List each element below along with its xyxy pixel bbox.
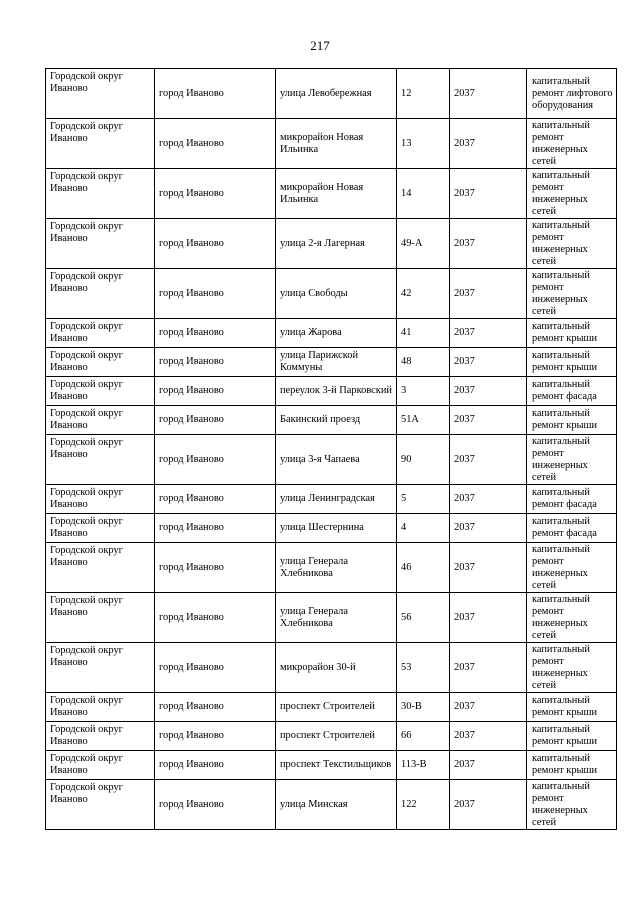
house-number-cell: 90 — [397, 435, 450, 485]
work-type-cell: капитальный ремонт инженерных сетей — [527, 269, 617, 319]
work-type-cell: капитальный ремонт инженерных сетей — [527, 543, 617, 593]
work-type-cell: капитальный ремонт лифтового оборудования — [527, 69, 617, 119]
house-number-cell: 113-В — [397, 751, 450, 780]
street-cell: улица Парижской Коммуны — [276, 348, 397, 377]
municipality-cell: Городской округ Иваново — [46, 751, 155, 780]
municipality-cell: Городской округ Иваново — [46, 169, 155, 219]
municipality-cell: Городской округ Иваново — [46, 348, 155, 377]
street-cell: улица Генерала Хлебникова — [276, 543, 397, 593]
settlement-cell: город Иваново — [155, 514, 276, 543]
year-cell: 2037 — [450, 169, 527, 219]
settlement-cell: город Иваново — [155, 722, 276, 751]
year-cell: 2037 — [450, 485, 527, 514]
street-cell: переулок 3-й Парковский — [276, 377, 397, 406]
repair-schedule-table — [45, 68, 617, 830]
work-type-cell: капитальный ремонт фасада — [527, 377, 617, 406]
work-type-cell: капитальный ремонт инженерных сетей — [527, 169, 617, 219]
street-cell: улица Ленинградская — [276, 485, 397, 514]
settlement-cell: город Иваново — [155, 219, 276, 269]
street-cell: улица Свободы — [276, 269, 397, 319]
house-number-cell: 13 — [397, 119, 450, 169]
year-cell: 2037 — [450, 780, 527, 830]
year-cell: 2037 — [450, 543, 527, 593]
street-cell: улица Жарова — [276, 319, 397, 348]
street-cell: микрорайон Новая Ильинка — [276, 169, 397, 219]
house-number-cell: 48 — [397, 348, 450, 377]
settlement-cell: город Иваново — [155, 643, 276, 693]
settlement-cell: город Иваново — [155, 269, 276, 319]
work-type-cell: капитальный ремонт фасада — [527, 485, 617, 514]
year-cell: 2037 — [450, 722, 527, 751]
table-row — [46, 219, 617, 269]
year-cell: 2037 — [450, 119, 527, 169]
street-cell: улица Шестернина — [276, 514, 397, 543]
house-number-cell: 4 — [397, 514, 450, 543]
street-cell: улица Генерала Хлебникова — [276, 593, 397, 643]
work-type-cell: капитальный ремонт крыши — [527, 406, 617, 435]
table-row — [46, 780, 617, 830]
settlement-cell: город Иваново — [155, 751, 276, 780]
street-cell: улица 3-я Чапаева — [276, 435, 397, 485]
street-cell: улица Левобережная — [276, 69, 397, 119]
street-cell: Бакинский проезд — [276, 406, 397, 435]
settlement-cell: город Иваново — [155, 693, 276, 722]
street-cell: улица 2-я Лагерная — [276, 219, 397, 269]
table-row — [46, 348, 617, 377]
table-row — [46, 751, 617, 780]
street-cell: проспект Строителей — [276, 693, 397, 722]
year-cell: 2037 — [450, 593, 527, 643]
settlement-cell: город Иваново — [155, 780, 276, 830]
year-cell: 2037 — [450, 269, 527, 319]
settlement-cell: город Иваново — [155, 169, 276, 219]
table-row — [46, 69, 617, 119]
work-type-cell: капитальный ремонт крыши — [527, 722, 617, 751]
municipality-cell: Городской округ Иваново — [46, 543, 155, 593]
municipality-cell: Городской округ Иваново — [46, 219, 155, 269]
street-cell: улица Минская — [276, 780, 397, 830]
house-number-cell: 30-В — [397, 693, 450, 722]
table-row — [46, 269, 617, 319]
municipality-cell: Городской округ Иваново — [46, 514, 155, 543]
settlement-cell: город Иваново — [155, 119, 276, 169]
year-cell: 2037 — [450, 514, 527, 543]
settlement-cell: город Иваново — [155, 319, 276, 348]
work-type-cell: капитальный ремонт инженерных сетей — [527, 593, 617, 643]
table-row — [46, 406, 617, 435]
municipality-cell: Городской округ Иваново — [46, 593, 155, 643]
municipality-cell: Городской округ Иваново — [46, 319, 155, 348]
street-cell: проспект Текстильщиков — [276, 751, 397, 780]
work-type-cell: капитальный ремонт фасада — [527, 514, 617, 543]
work-type-cell: капитальный ремонт инженерных сетей — [527, 780, 617, 830]
year-cell: 2037 — [450, 69, 527, 119]
table-row — [46, 485, 617, 514]
work-type-cell: капитальный ремонт инженерных сетей — [527, 435, 617, 485]
settlement-cell: город Иваново — [155, 485, 276, 514]
settlement-cell: город Иваново — [155, 69, 276, 119]
settlement-cell: город Иваново — [155, 406, 276, 435]
house-number-cell: 49-А — [397, 219, 450, 269]
house-number-cell: 5 — [397, 485, 450, 514]
house-number-cell: 41 — [397, 319, 450, 348]
year-cell: 2037 — [450, 435, 527, 485]
year-cell: 2037 — [450, 219, 527, 269]
year-cell: 2037 — [450, 406, 527, 435]
house-number-cell: 51А — [397, 406, 450, 435]
work-type-cell: капитальный ремонт инженерных сетей — [527, 219, 617, 269]
house-number-cell: 14 — [397, 169, 450, 219]
table-row — [46, 593, 617, 643]
table-body — [46, 69, 617, 830]
municipality-cell: Городской округ Иваново — [46, 119, 155, 169]
municipality-cell: Городской округ Иваново — [46, 780, 155, 830]
table-row — [46, 169, 617, 219]
year-cell: 2037 — [450, 319, 527, 348]
table-row — [46, 377, 617, 406]
municipality-cell: Городской округ Иваново — [46, 269, 155, 319]
street-cell: проспект Строителей — [276, 722, 397, 751]
settlement-cell: город Иваново — [155, 593, 276, 643]
year-cell: 2037 — [450, 348, 527, 377]
work-type-cell: капитальный ремонт крыши — [527, 319, 617, 348]
page-number: 217 — [310, 38, 330, 53]
work-type-cell: капитальный ремонт крыши — [527, 693, 617, 722]
table-row — [46, 435, 617, 485]
house-number-cell: 53 — [397, 643, 450, 693]
house-number-cell: 12 — [397, 69, 450, 119]
year-cell: 2037 — [450, 693, 527, 722]
house-number-cell: 56 — [397, 593, 450, 643]
street-cell: микрорайон 30-й — [276, 643, 397, 693]
work-type-cell: капитальный ремонт инженерных сетей — [527, 119, 617, 169]
house-number-cell: 46 — [397, 543, 450, 593]
table-row — [46, 693, 617, 722]
municipality-cell: Городской округ Иваново — [46, 485, 155, 514]
work-type-cell: капитальный ремонт крыши — [527, 751, 617, 780]
settlement-cell: город Иваново — [155, 377, 276, 406]
municipality-cell: Городской округ Иваново — [46, 406, 155, 435]
municipality-cell: Городской округ Иваново — [46, 377, 155, 406]
year-cell: 2037 — [450, 643, 527, 693]
work-type-cell: капитальный ремонт инженерных сетей — [527, 643, 617, 693]
work-type-cell: капитальный ремонт крыши — [527, 348, 617, 377]
settlement-cell: город Иваново — [155, 543, 276, 593]
street-cell: микрорайон Новая Ильинка — [276, 119, 397, 169]
table-row — [46, 643, 617, 693]
municipality-cell: Городской округ Иваново — [46, 435, 155, 485]
house-number-cell: 122 — [397, 780, 450, 830]
house-number-cell: 3 — [397, 377, 450, 406]
municipality-cell: Городской округ Иваново — [46, 69, 155, 119]
table-row — [46, 514, 617, 543]
house-number-cell: 42 — [397, 269, 450, 319]
year-cell: 2037 — [450, 751, 527, 780]
table-row — [46, 722, 617, 751]
table-row — [46, 319, 617, 348]
municipality-cell: Городской округ Иваново — [46, 693, 155, 722]
table-row — [46, 543, 617, 593]
settlement-cell: город Иваново — [155, 348, 276, 377]
municipality-cell: Городской округ Иваново — [46, 643, 155, 693]
settlement-cell: город Иваново — [155, 435, 276, 485]
municipality-cell: Городской округ Иваново — [46, 722, 155, 751]
table-row — [46, 119, 617, 169]
house-number-cell: 66 — [397, 722, 450, 751]
year-cell: 2037 — [450, 377, 527, 406]
